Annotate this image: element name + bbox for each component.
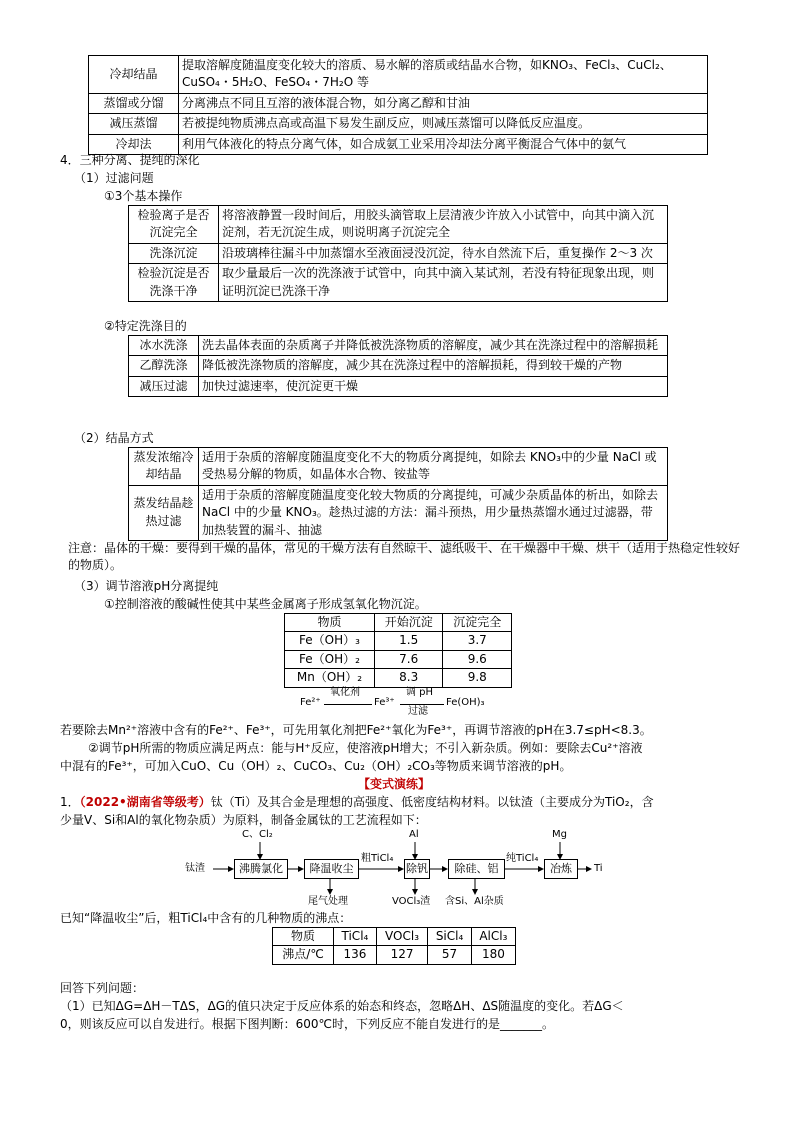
cryst-desc: 适用于杂质的溶解度随温度变化较大物质的分离提纯，可减少杂质晶体的析出，如除去 NaCl 中的少量 KNO₃。趁热过滤的方法：漏斗预热，用少量热蒸馏水通过过滤器，带加热装置的漏斗、抽滤 [199, 485, 668, 540]
method-name: 蒸馏或分馏 [89, 93, 179, 113]
table-cell: 1.5 [374, 632, 443, 650]
flow-output-exhaust: 尾气处理 [308, 896, 348, 907]
header-cell: 沉淀完全 [443, 614, 512, 632]
question-text: 钛（Ti）及其合金是理想的高强度、低密度结构材料。以钛渣（主要成分为TiO₂，含 [210, 795, 654, 809]
question-text: 少量V、Si和Al的氧化物杂质）为原料，制备金属钛的工艺流程如下： [60, 813, 427, 827]
table-cell: 180 [471, 946, 515, 964]
table-cell: Fe（OH）₂ [285, 650, 375, 668]
wash-name: 减压过滤 [129, 376, 199, 396]
row-label: 沸点/℃ [273, 946, 334, 964]
paragraph: 中混有的Fe³⁺，可加入CuO、Cu（OH）₂、CuCO₃、Cu₂（OH）₂CO₃等物质来调节溶液的pH。 [60, 759, 572, 773]
flow-box-vanadium: 除钒 [404, 859, 430, 879]
op-name: 检验离子是否沉淀完全 [129, 206, 219, 244]
wash-table [128, 335, 668, 397]
header-cell: 物质 [285, 614, 375, 632]
basic-ops-table [128, 205, 668, 302]
question-part: 0，则该反应可以自发进行。根据下图判断：600℃时，下列反应不能自发进行的是_______。 [60, 1017, 555, 1031]
known-text: 已知“降温收尘”后，粗TiCl₄中含有的几种物质的沸点： [60, 911, 352, 925]
flow-box-chlorination: 沸腾氯化 [234, 859, 288, 879]
flow-start: 钛渣 [185, 863, 205, 874]
flow-output-vocl3: VOCl₃渣 [392, 896, 431, 907]
table-cell: 57 [428, 946, 471, 964]
question-line [60, 794, 654, 811]
flow-box-si-al: 除硅、铝 [448, 859, 505, 879]
wash-desc: 降低被洗涤物质的溶解度，减少其在洗涤过程中的溶解损耗，得到较干燥的产物 [199, 356, 668, 376]
table-cell: Mn（OH）₂ [285, 669, 375, 687]
answer-title: 回答下列问题： [60, 981, 145, 995]
question-source: （2022•湖南省等级考） [79, 795, 211, 809]
table-cell: 136 [334, 946, 377, 964]
arrow-label-ph: 调 pH [406, 687, 434, 698]
flow-input-mg: Mg [552, 829, 567, 840]
paragraph: 若要除去Mn²⁺溶液中含有的Fe²⁺、Fe³⁺，可先用氧化剂把Fe²⁺氧化为Fe³⁺，再调节溶液的pH在3.7≤pH<8.3。 [60, 723, 652, 737]
hydroxide-table [284, 613, 512, 688]
question-number: 1． [60, 795, 80, 809]
header-cell: 开始沉淀 [374, 614, 443, 632]
method-desc: 利用气体液化的特点分离气体，如合成氨工业采用冷却法分离平衡混合气体中的氨气 [179, 134, 708, 154]
subsection-title: （2）结晶方式 [74, 431, 154, 445]
flow-input-al: Al [409, 829, 419, 840]
table-cell: Fe（OH）₃ [285, 632, 375, 650]
species-fe2: Fe²⁺ [300, 697, 321, 708]
op-desc: 取少量最后一次的洗涤液于试管中，向其中滴入某试剂，若没有特征现象出现，则证明沉淀已洗涤干净 [219, 264, 668, 302]
arrow-label-oxidant: 氧化剂 [330, 687, 360, 698]
table-cell: 7.6 [374, 650, 443, 668]
subsubsection-title: ①3个基本操作 [104, 189, 183, 203]
method-name: 减压蒸馏 [89, 114, 179, 134]
paragraph: ②调节pH所需的物质应满足两点：能与H⁺反应，使溶液pH增大；不引入新杂质。例如：要除去Cu²⁺溶液 [88, 741, 643, 755]
species-fe3: Fe³⁺ [374, 697, 395, 708]
separation-methods-table [88, 55, 708, 155]
op-name: 洗涤沉淀 [129, 243, 219, 263]
cryst-desc: 适用于杂质的溶解度随温度变化不大的物质分离提纯，如除去 KNO₃中的少量 NaCl 或受热易分解的物质，如晶体水合物、铵盐等 [199, 448, 668, 486]
table-cell: 3.7 [443, 632, 512, 650]
flow-label-pure: 纯TiCl₄ [506, 853, 539, 864]
header-cell: AlCl₃ [471, 928, 515, 946]
crystallization-table [128, 447, 668, 541]
species-feoh3: Fe(OH)₃ [446, 697, 485, 708]
method-desc: 提取溶解度随温度变化较大的溶质、易水解的溶质或结晶水合物，如KNO₃、FeCl₃、CuCl₂、CuSO₄・5H₂O、FeSO₄・7H₂O 等 [179, 56, 708, 94]
op-desc: 沿玻璃棒往漏斗中加蒸馏水至液面浸没沉淀，待水自然流下后，重复操作 2～3 次 [219, 243, 668, 263]
flow-output-impurity: 含Si、Al杂质 [445, 896, 504, 907]
header-cell: SiCl₄ [428, 928, 471, 946]
section-title: 4．三种分离、提纯的深化 [60, 153, 200, 167]
table-cell: 9.8 [443, 669, 512, 687]
wash-desc: 洗去晶体表面的杂质离子并降低被洗涤物质的溶解度，减少其在洗涤过程中的溶解损耗 [199, 336, 668, 356]
cryst-name: 蒸发浓缩冷却结晶 [129, 448, 199, 486]
practice-header: 【变式演练】 [358, 777, 431, 791]
flow-input-c-cl2: C、Cl₂ [242, 829, 273, 840]
flow-box-smelting: 冶炼 [544, 859, 578, 879]
method-desc: 若被提纯物质沸点高或高温下易发生副反应，则减压蒸馏可以降低反应温度。 [179, 114, 708, 134]
process-flowchart [185, 828, 615, 908]
flow-box-dust: 降温收尘 [304, 859, 359, 879]
cryst-name: 蒸发结晶趁热过滤 [129, 485, 199, 540]
note-paragraph: 注意：晶体的干燥：要得到干燥的晶体，常见的干燥方法有自然晾干、滤纸吸干、在干燥器中干燥、烘干（适用于热稳定性较好的物质）。 [68, 541, 741, 573]
header-cell: TiCl₄ [334, 928, 377, 946]
method-name: 冷却结晶 [89, 56, 179, 94]
wash-desc: 加快过滤速率，使沉淀更干燥 [199, 376, 668, 396]
flow-end: Ti [594, 863, 603, 874]
subsubsection-title: ②特定洗涤目的 [104, 319, 187, 333]
arrow-line [324, 704, 372, 705]
boiling-point-table [272, 927, 516, 965]
wash-name: 冰水洗涤 [129, 336, 199, 356]
wash-name: 乙醇洗涤 [129, 356, 199, 376]
table-cell: 127 [376, 946, 428, 964]
subsection-title: （3）调节溶液pH分离提纯 [74, 579, 219, 593]
subsection-title: （1）过滤问题 [74, 171, 154, 185]
flow-label-crude: 粗TiCl₄ [361, 853, 394, 864]
table-cell: 8.3 [374, 669, 443, 687]
arrow-label-filter: 过滤 [408, 706, 428, 717]
method-name: 冷却法 [89, 134, 179, 154]
op-desc: 将溶液静置一段时间后，用胶头滴管取上层清液少许放入小试管中，向其中滴入沉淀剂，若无沉淀生成，则说明离子沉淀完全 [219, 206, 668, 244]
reaction-scheme [300, 687, 520, 720]
header-cell: VOCl₃ [376, 928, 428, 946]
question-part: （1）已知ΔG=ΔH－TΔS，ΔG的值只决定于反应体系的始态和终态，忽略ΔH、ΔS随温度的变化。若ΔG＜ [60, 999, 624, 1013]
header-cell: 物质 [273, 928, 334, 946]
op-name: 检验沉淀是否洗涤干净 [129, 264, 219, 302]
table-cell: 9.6 [443, 650, 512, 668]
subsubsection-title: ①控制溶液的酸碱性使其中某些金属离子形成氢氧化物沉淀。 [104, 597, 427, 611]
method-desc: 分离沸点不同且互溶的液体混合物，如分离乙醇和甘油 [179, 93, 708, 113]
